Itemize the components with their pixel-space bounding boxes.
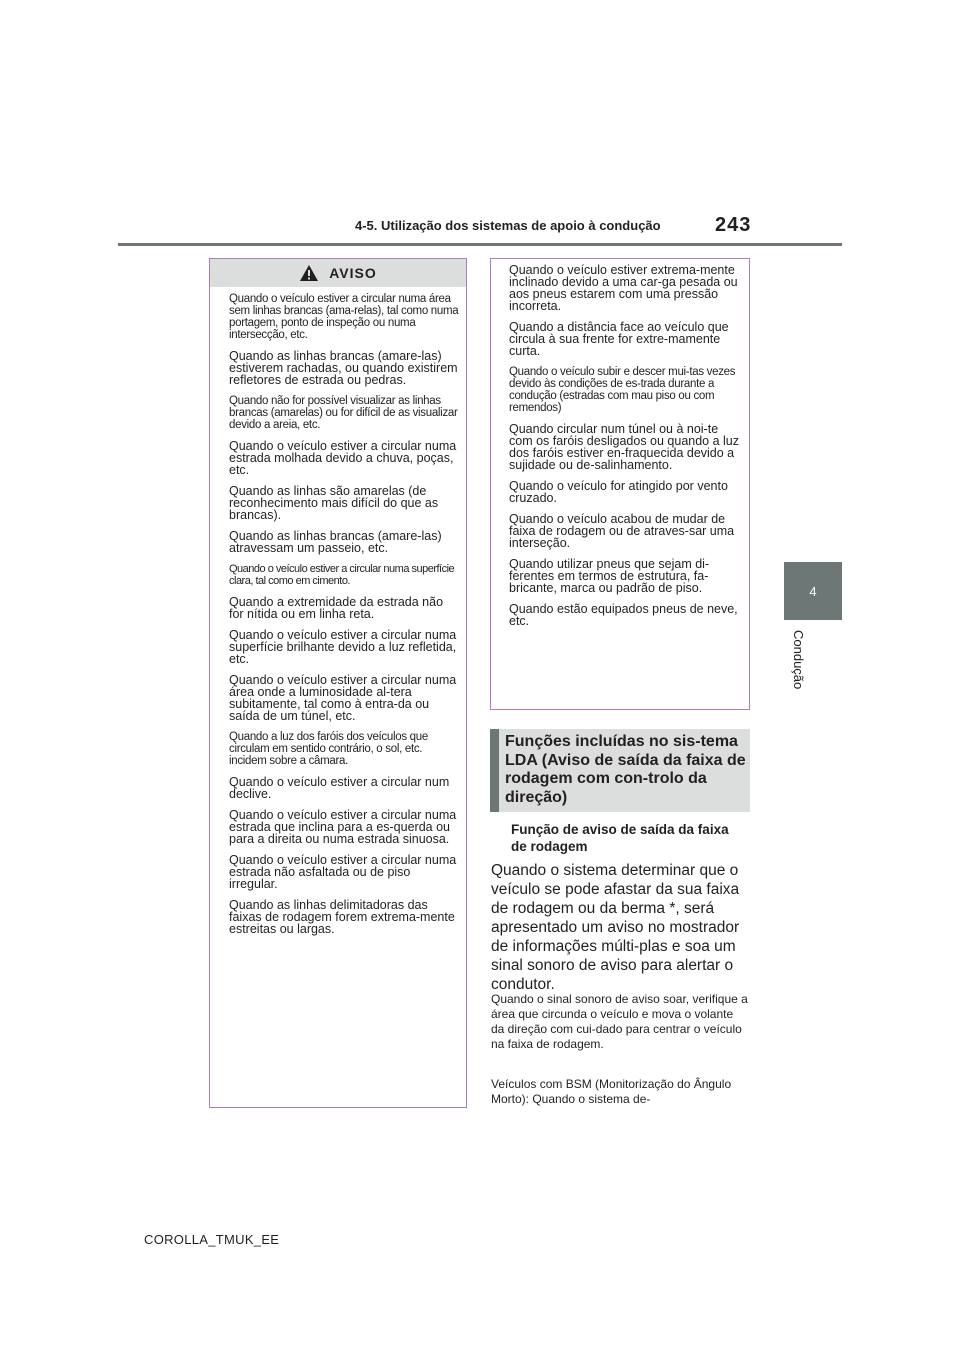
heading-accent-bar [490, 729, 499, 812]
function-subheading: Função de aviso de saída da faixa de rodagem [511, 822, 729, 854]
list-item: Quando a luz dos faróis dos veículos que circulam em sentido contrário, o sol, etc. incidem sobre a câmara. [229, 731, 428, 767]
list-item: Quando o veículo estiver a circular numa área sem linhas brancas (ama-relas), tal como numa portagem, ponto de inspeção ou numa intersecção, etc. [229, 293, 459, 341]
function-paragraph: Quando o sistema determinar que o veículo se pode afastar da sua faixa de rodagem ou da berma *, será apresentado um aviso no mostrador de informações múlti-plas e soa um sinal sonoro de aviso para alertar o condutor. [491, 862, 740, 993]
warning-label: AVISO [329, 265, 377, 281]
list-item: Quando o veículo estiver a circular numa estrada molhada devido a chuva, poças, etc. [229, 439, 457, 477]
chapter-number: 4 [809, 583, 817, 599]
list-item: Quando o veículo acabou de mudar de faixa de rodagem ou de atraves-sar uma interseção. [509, 512, 735, 550]
list-item: Quando o veículo subir e descer mui-tas vezes devido às condições de es-trada durante a condução (estradas com mau piso ou com remendos) [509, 366, 736, 414]
model-code: COROLLA_TMUK_EE [144, 1232, 280, 1247]
list-item: Quando o veículo estiver a circular numa superfície brilhante devido a luz refletida, etc. [229, 628, 457, 666]
warning-list-continued [509, 264, 739, 636]
list-item: Quando o veículo estiver a circular numa estrada que inclina para a es-querda ou para a direita ou numa estrada sinuosa. [229, 808, 457, 846]
functions-heading: Funções incluídas no sis-tema LDA (Aviso de saída da faixa de rodagem com con-trolo da direção) [505, 733, 746, 806]
list-item: Quando não for possível visualizar as linhas brancas (amarelas) ou for difícil de as visualizar devido a areia, etc. [229, 395, 458, 431]
header-divider [118, 243, 842, 246]
list-item: Quando a distância face ao veículo que circula à sua frente for extre-mamente curta. [509, 320, 729, 358]
list-item: Quando o veículo for atingido por vento cruzado. [509, 479, 728, 505]
chapter-label: Condução [791, 630, 806, 690]
list-item: Quando circular num túnel ou à noi-te com os faróis desligados ou quando a luz dos faróis estiver en-fraquecida devido a sujidade ou de-salinhamento. [509, 422, 740, 472]
list-item: Quando a extremidade da estrada não for nítida ou em linha reta. [229, 595, 444, 621]
list-item: Quando utilizar pneus que sejam di-ferentes em termos de estrutura, fa-bricante, marca ou padrão de piso. [509, 557, 710, 595]
list-item: Quando as linhas brancas (amare-las) estiverem rachadas, ou quando existirem refletores de estrada ou pedras. [229, 349, 458, 387]
list-item: Quando estão equipados pneus de neve, etc. [509, 602, 738, 628]
page-number: 243 [715, 214, 752, 236]
section-title: 4-5. Utilização dos sistemas de apoio à condução [355, 218, 661, 233]
list-item: Quando o veículo estiver a circular numa superfície clara, tal como em cimento. [229, 563, 455, 587]
list-item: Quando o veículo estiver a circular numa estrada não asfaltada ou de piso irregular. [229, 853, 457, 891]
list-item: Quando as linhas delimitadoras das faixas de rodagem forem extrema-mente estreitas ou largas. [229, 898, 455, 936]
warning-triangle-icon [299, 264, 319, 282]
list-item: Quando as linhas brancas (amare-las) atravessam um passeio, etc. [229, 529, 442, 555]
function-note-bsm: Veículos com BSM (Monitorização do Ângulo Morto): Quando o sistema de- [491, 1077, 732, 1106]
list-item: Quando o veículo estiver a circular numa área onde a luminosidade al-tera subitamente, tal como à entra-da ou saída de um túnel, etc. [229, 673, 457, 723]
list-item: Quando o veículo estiver extrema-mente inclinado devido a uma car-ga pesada ou aos pneus estarem com uma pressão incorreta. [509, 263, 738, 313]
list-item: Quando o veículo estiver a circular num declive. [229, 775, 450, 801]
chapter-tab[interactable] [784, 562, 842, 620]
warning-header [210, 259, 466, 287]
list-item: Quando as linhas são amarelas (de reconhecimento mais difícil do que as brancas). [229, 484, 439, 522]
warning-list [229, 293, 459, 944]
functions-heading-block [490, 729, 750, 812]
function-note: Quando o sinal sonoro de aviso soar, verifique a área que circunda o veículo e mova o volante da direção com cui-dado para centrar o veículo na faixa de rodagem. [491, 992, 748, 1051]
